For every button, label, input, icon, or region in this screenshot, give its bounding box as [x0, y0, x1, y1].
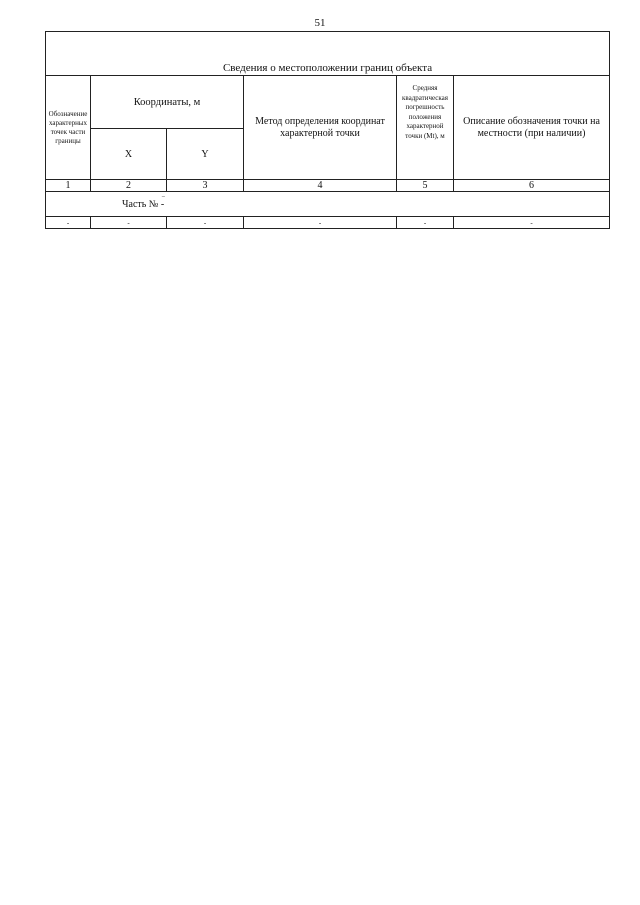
table-cell: - — [91, 217, 167, 229]
table-row — [46, 217, 610, 229]
part-cell — [46, 192, 610, 217]
column-number: 2 — [91, 180, 167, 192]
table-cell: - — [397, 217, 454, 229]
header-x: X — [91, 129, 167, 180]
part-row — [46, 192, 610, 217]
table-cell: - — [454, 217, 610, 229]
part-label: Часть № — [122, 198, 159, 210]
part-mark-wrap — [160, 193, 165, 210]
header-description: Описание обозначения точки на местности (при наличии) — [454, 76, 610, 180]
table-cell: - — [244, 217, 397, 229]
column-number-row — [46, 180, 610, 192]
title-row — [46, 32, 610, 76]
header-y: Y — [167, 129, 244, 180]
part-tick: – — [161, 193, 165, 200]
page-number: 51 — [314, 17, 326, 29]
header-method: Метод определения координат характерной точки — [244, 76, 397, 180]
table-cell: - — [167, 217, 244, 229]
part-mark: - — [160, 198, 165, 210]
column-number: 6 — [454, 180, 610, 192]
table-cell: - — [46, 217, 91, 229]
header-point-designation: Обозначение характерных точек части границы — [46, 76, 91, 180]
boundary-table — [45, 31, 610, 229]
column-number: 3 — [167, 180, 244, 192]
header-row — [46, 76, 610, 129]
header-mean-error: Средняя квадратическая погрешность положения характерной точки (Mt), м — [397, 76, 454, 180]
column-number: 1 — [46, 180, 91, 192]
header-coordinates: Координаты, м — [91, 76, 244, 129]
column-number: 5 — [397, 180, 454, 192]
column-number: 4 — [244, 180, 397, 192]
table-title: Сведения о местоположении границ объекта — [46, 32, 610, 76]
